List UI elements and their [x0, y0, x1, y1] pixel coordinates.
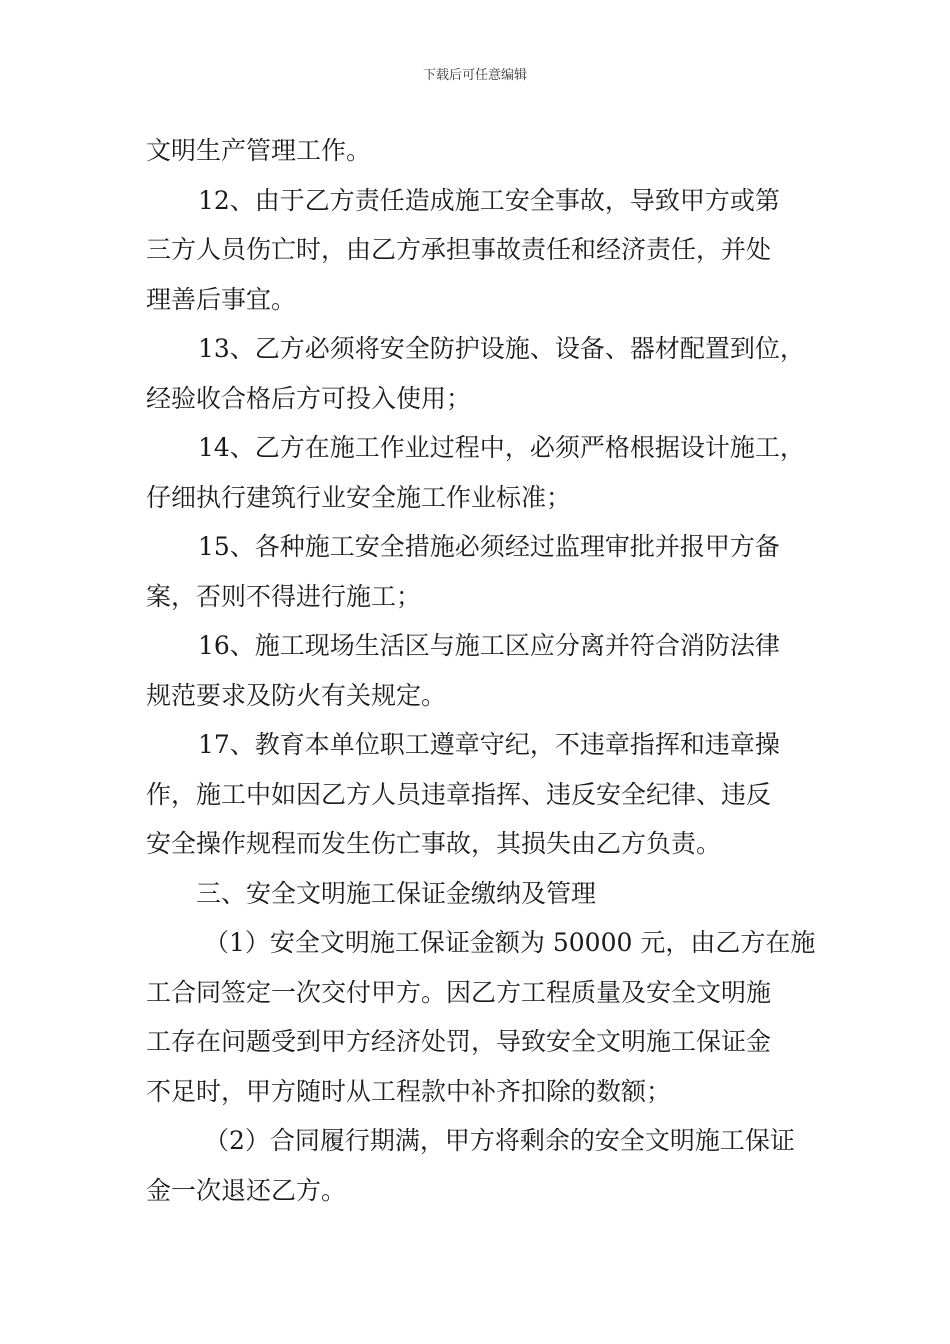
text-line: （1）安全文明施工保证金额为 50000 元，由乙方在施 — [204, 928, 816, 957]
text-line: 15、各种施工安全措施必须经过监理审批并报甲方备 — [198, 532, 780, 561]
text-line: 13、乙方必须将安全防护设施、设备、器材配置到位， — [198, 334, 805, 363]
text-line: 14、乙方在施工作业过程中，必须严格根据设计施工， — [198, 433, 805, 462]
text-line: 安全操作规程而发生伤亡事故，其损失由乙方负责。 — [146, 829, 722, 858]
text-line: 仔细执行建筑行业安全施工作业标准； — [146, 482, 572, 512]
text-line: 工存在问题受到甲方经济处罚，导致安全文明施工保证金 — [146, 1027, 772, 1056]
text-line: 三、安全文明施工保证金缴纳及管理 — [196, 878, 597, 908]
text-line: 经验收合格后方可投入使用； — [146, 383, 472, 413]
text-line: 规范要求及防火有关规定。 — [146, 680, 447, 710]
text-line: 文明生产管理工作。 — [146, 136, 372, 165]
text-line: 理善后事宜。 — [146, 284, 297, 314]
text-line: 不足时，甲方随时从工程款中补齐扣除的数额； — [146, 1076, 672, 1106]
text-line: 12、由于乙方责任造成施工安全事故，导致甲方或第 — [198, 185, 780, 215]
text-line: 案，否则不得进行施工； — [146, 581, 422, 611]
text-line: （2）合同履行期满，甲方将剩余的安全文明施工保证 — [204, 1126, 795, 1155]
text-line: 17、教育本单位职工遵章守纪，不违章指挥和违章操 — [198, 730, 780, 759]
text-line: 三方人员伤亡时，由乙方承担事故责任和经济责任，并处 — [146, 235, 772, 264]
text-line: 16、施工现场生活区与施工区应分离并符合消防法律 — [198, 631, 780, 660]
document-body — [146, 126, 816, 1215]
text-line: 作，施工中如因乙方人员违章指挥、违反安全纪律、违反 — [146, 779, 772, 809]
page-header-note: 下载后可任意编辑 — [422, 68, 527, 83]
text-line: 工合同签定一次交付甲方。因乙方工程质量及安全文明施 — [146, 977, 772, 1007]
text-line: 金一次退还乙方。 — [146, 1175, 347, 1205]
